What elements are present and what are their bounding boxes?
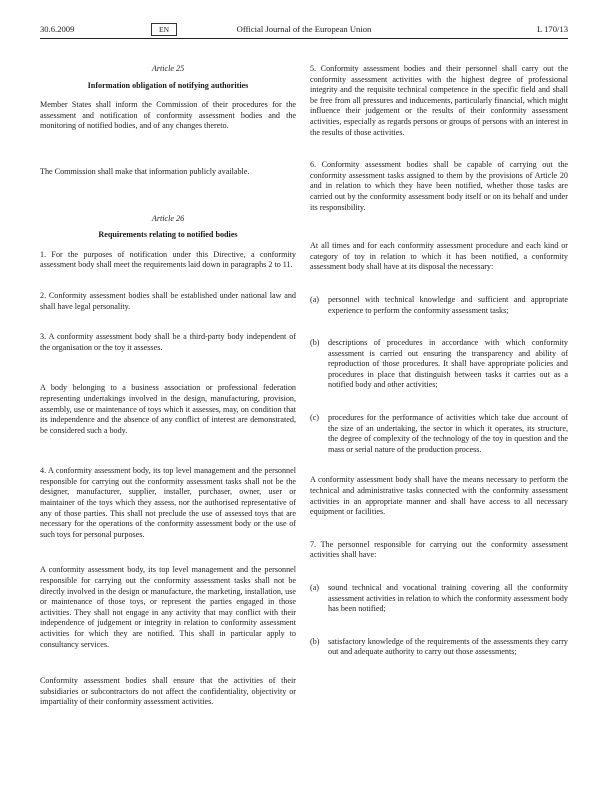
list-item-label: (a) xyxy=(310,294,320,304)
article-26-number: Article 26 xyxy=(151,213,185,223)
paragraph: 4. A conformity assessment body, its top level management and the personnel responsible for carrying out the conformity assessment tasks shall not be the designer, manufacturer, supplier, installer, purchaser, owner, user or maintainer of the toys which they assess, nor the authorised representative of any of those parties. This shall not preclude the use of assessed toys that are necessary for the operations of the conformity assessment body or the use of such toys for personal purposes. xyxy=(40,466,296,539)
journal-title: Official Journal of the European Union xyxy=(236,24,372,34)
right-column xyxy=(310,64,568,658)
list-item-text: descriptions of procedures in accordance with which conformity assessment is carried out ensuring the transparency and ability of reproduction of those procedures. It shall have appropriate policies and procedures in place that distinguish between tasks it carries out as a notified body and other activities; xyxy=(328,338,568,390)
list-item-label: (a) xyxy=(310,583,320,592)
list-item xyxy=(310,295,568,316)
article-25-number: Article 25 xyxy=(151,64,185,73)
list-item xyxy=(310,338,568,391)
paragraph: A body belonging to a business association or professional federation representing undertakings involved in the design, manufacturing, provision, assembly, use or maintenance of toys which it assesses, may, on condition that its independence and the absence of any conflict of interest are demonstrated, be considered such a body. xyxy=(40,383,296,435)
list-item xyxy=(310,637,568,658)
paragraph: At all times and for each conformity assessment procedure and each kind or category of toy in relation to which it has been notified, a conformity assessment body shall have at its disposal the necessary: xyxy=(310,241,568,272)
list-item xyxy=(310,413,568,455)
list-item-text: personnel with technical knowledge and sufficient and appropriate experience to perform the conformity assessment tasks; xyxy=(328,294,568,315)
paragraph: A conformity assessment body, its top level management and the personnel responsible for carrying out the conformity assessment tasks shall not be directly involved in the design or manufacture, the marketing, installation, use or maintenance of those toys, or represent the parties engaged in those activities. They shall not engage in any activity that may conflict with their independence of judgement or integrity in relation to conformity assessment activities for which they are notified. This shall in particular apply to consultancy services. xyxy=(40,565,296,649)
page-header xyxy=(40,22,568,38)
list-item xyxy=(310,583,568,615)
article-26-title: Requirements relating to notified bodies xyxy=(98,230,238,240)
article-25-paragraph: The Commission shall make that information publicly available. xyxy=(40,166,250,176)
page-reference: L 170/13 xyxy=(537,24,568,34)
language-badge: EN xyxy=(151,23,177,36)
paragraph: 1. For the purposes of notification under this Directive, a conformity assessment body shall meet the requirements laid down in paragraphs 2 to 11. xyxy=(40,249,296,270)
paragraph: 7. The personnel responsible for carrying out the conformity assessment activities shall have: xyxy=(310,539,568,560)
article-25-title: Information obligation of notifying authorities xyxy=(87,80,249,90)
paragraph: 6. Conformity assessment bodies shall be capable of carrying out the conformity assessment tasks assigned to them by the provisions of Article 20 and in relation to which they have been notified, whether those tasks are carried out by the conformity assessment body itself or on its behalf and under its responsibility. xyxy=(310,160,568,212)
paragraph: A conformity assessment body shall have the means necessary to perform the technical and administrative tasks connected with the conformity assessment activities in an appropriate manner and shall have access to all necessary equipment or facilities. xyxy=(310,475,568,517)
paragraph: 2. Conformity assessment bodies shall be established under national law and shall have legal personality. xyxy=(40,290,296,311)
publication-date: 30.6.2009 xyxy=(40,24,75,34)
list-item-label: (c) xyxy=(310,413,320,423)
list-item-text: procedures for the performance of activities which take due account of the size of an undertaking, the sector in which it operates, its structure, the degree of complexity of the technology of the toy in question and the mass or serial nature of the production process. xyxy=(328,413,568,454)
list-item-text: satisfactory knowledge of the requirements of the assessments they carry out and adequate authority to carry out those assessments; xyxy=(328,636,568,657)
paragraph: 5. Conformity assessment bodies and their personnel shall carry out the conformity assessment activities with the highest degree of professional integrity and the requisite technical competence in the specific field and shall be free from all pressures and inducements, particularly financial, which might influence their judgement or the results of their conformity assessment activities, especially as regards persons or groups of persons with an interest in the results of those activities. xyxy=(310,64,568,137)
paragraph: Conformity assessment bodies shall ensure that the activities of their subsidiaries or subcontractors do not affect the confidentiality, objectivity or impartiality of their conformity assessment activities. xyxy=(40,676,296,707)
left-column xyxy=(40,64,296,708)
paragraph: 3. A conformity assessment body shall be a third-party body independent of the organisation or the toy it assesses. xyxy=(40,332,296,352)
list-item-label: (b) xyxy=(310,338,320,348)
header-rule xyxy=(40,38,568,39)
article-25-paragraph: Member States shall inform the Commission of their procedures for the assessment and notification of conformity assessment bodies and the monitoring of notified bodies, and of any changes thereto. xyxy=(40,100,296,131)
list-item-label: (b) xyxy=(310,636,320,646)
list-item-text: sound technical and vocational training covering all the conformity assessment activities in relation to which the conformity assessment body has been notified; xyxy=(328,583,568,614)
